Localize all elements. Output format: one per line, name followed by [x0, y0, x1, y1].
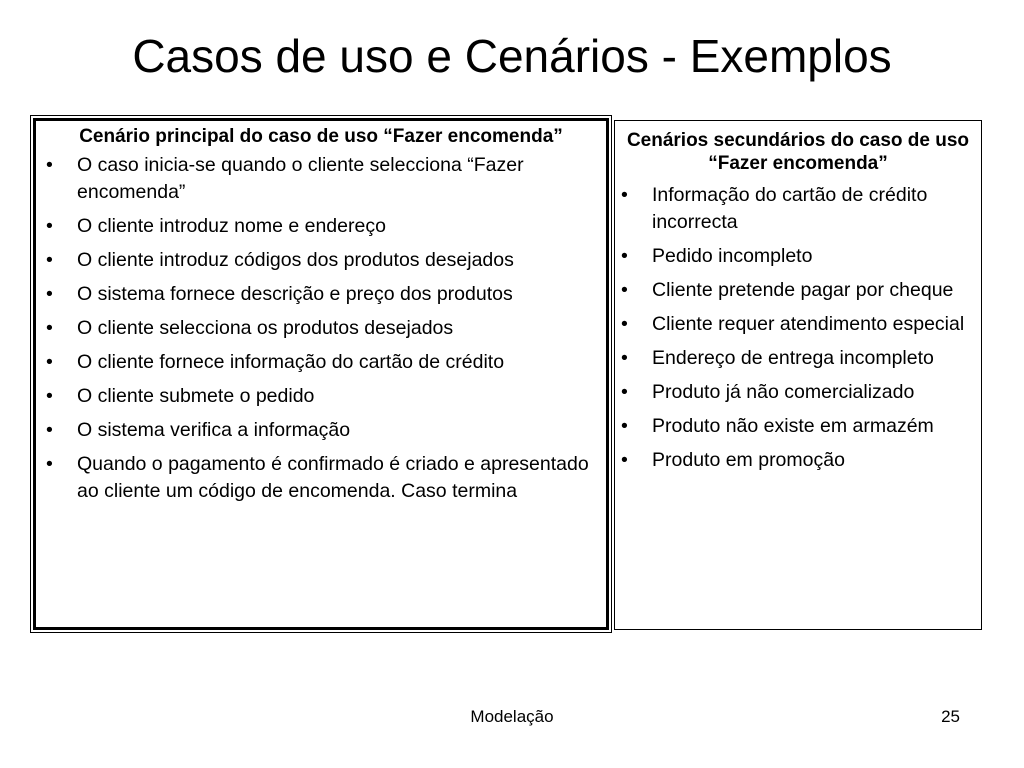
- bullet-icon: •: [46, 317, 53, 339]
- bullet-icon: •: [621, 279, 628, 301]
- list-item: • Quando o pagamento é confirmado é criado e apresentado ao cliente um código de encomenda. Caso termina: [46, 453, 589, 502]
- list-item: • Produto em promoção: [621, 447, 971, 474]
- bullet-icon: •: [621, 313, 628, 335]
- bullet-icon: •: [46, 453, 53, 475]
- bullet-icon: •: [621, 347, 628, 369]
- list-item: • Pedido incompleto: [621, 243, 971, 270]
- list-item: • Produto não existe em armazém: [621, 413, 971, 440]
- bullet-icon: •: [46, 249, 53, 271]
- main-scenario-list: [36, 148, 606, 505]
- bullet-icon: •: [46, 385, 53, 407]
- bullet-icon: •: [621, 381, 628, 403]
- list-item: • O cliente submete o pedido: [46, 383, 596, 410]
- footer-label: Modelação: [470, 707, 554, 726]
- bullet-icon: •: [621, 245, 628, 267]
- list-item: • O sistema verifica a informação: [46, 417, 596, 444]
- list-item: • Cliente requer atendimento especial: [621, 311, 971, 338]
- main-scenario-heading: Cenário principal do caso de uso “Fazer encomenda”: [79, 126, 563, 147]
- list-item: • O cliente introduz nome e endereço: [46, 213, 596, 240]
- bullet-icon: •: [46, 215, 53, 237]
- list-item: • O caso inicia-se quando o cliente selecciona “Fazer encomenda”: [46, 154, 524, 203]
- bullet-icon: •: [46, 283, 53, 305]
- bullet-icon: •: [621, 449, 628, 471]
- bullet-icon: •: [46, 154, 53, 176]
- list-item: • Informação do cartão de crédito incorrecta: [621, 184, 928, 233]
- list-item: • O cliente introduz códigos dos produtos desejados: [46, 247, 596, 274]
- list-item: • O cliente selecciona os produtos desejados: [46, 315, 596, 342]
- bullet-icon: •: [621, 415, 628, 437]
- list-item: • Endereço de entrega incompleto: [621, 345, 971, 372]
- list-item: • Cliente pretende pagar por cheque: [621, 277, 971, 304]
- list-item: • O sistema fornece descrição e preço dos produtos: [46, 281, 596, 308]
- list-item: • O cliente fornece informação do cartão de crédito: [46, 349, 596, 376]
- page-number: 25: [941, 707, 960, 726]
- secondary-scenarios-heading: Cenários secundários do caso de uso “Fazer encomenda”: [626, 130, 970, 174]
- bullet-icon: •: [621, 184, 628, 206]
- main-scenario-box: [33, 118, 609, 630]
- slide-title: Casos de uso e Cenários - Exemplos: [132, 30, 892, 82]
- bullet-icon: •: [46, 419, 53, 441]
- bullet-icon: •: [46, 351, 53, 373]
- secondary-scenarios-list: [615, 175, 981, 474]
- list-item: • Produto já não comercializado: [621, 379, 971, 406]
- secondary-scenarios-box: [614, 120, 982, 630]
